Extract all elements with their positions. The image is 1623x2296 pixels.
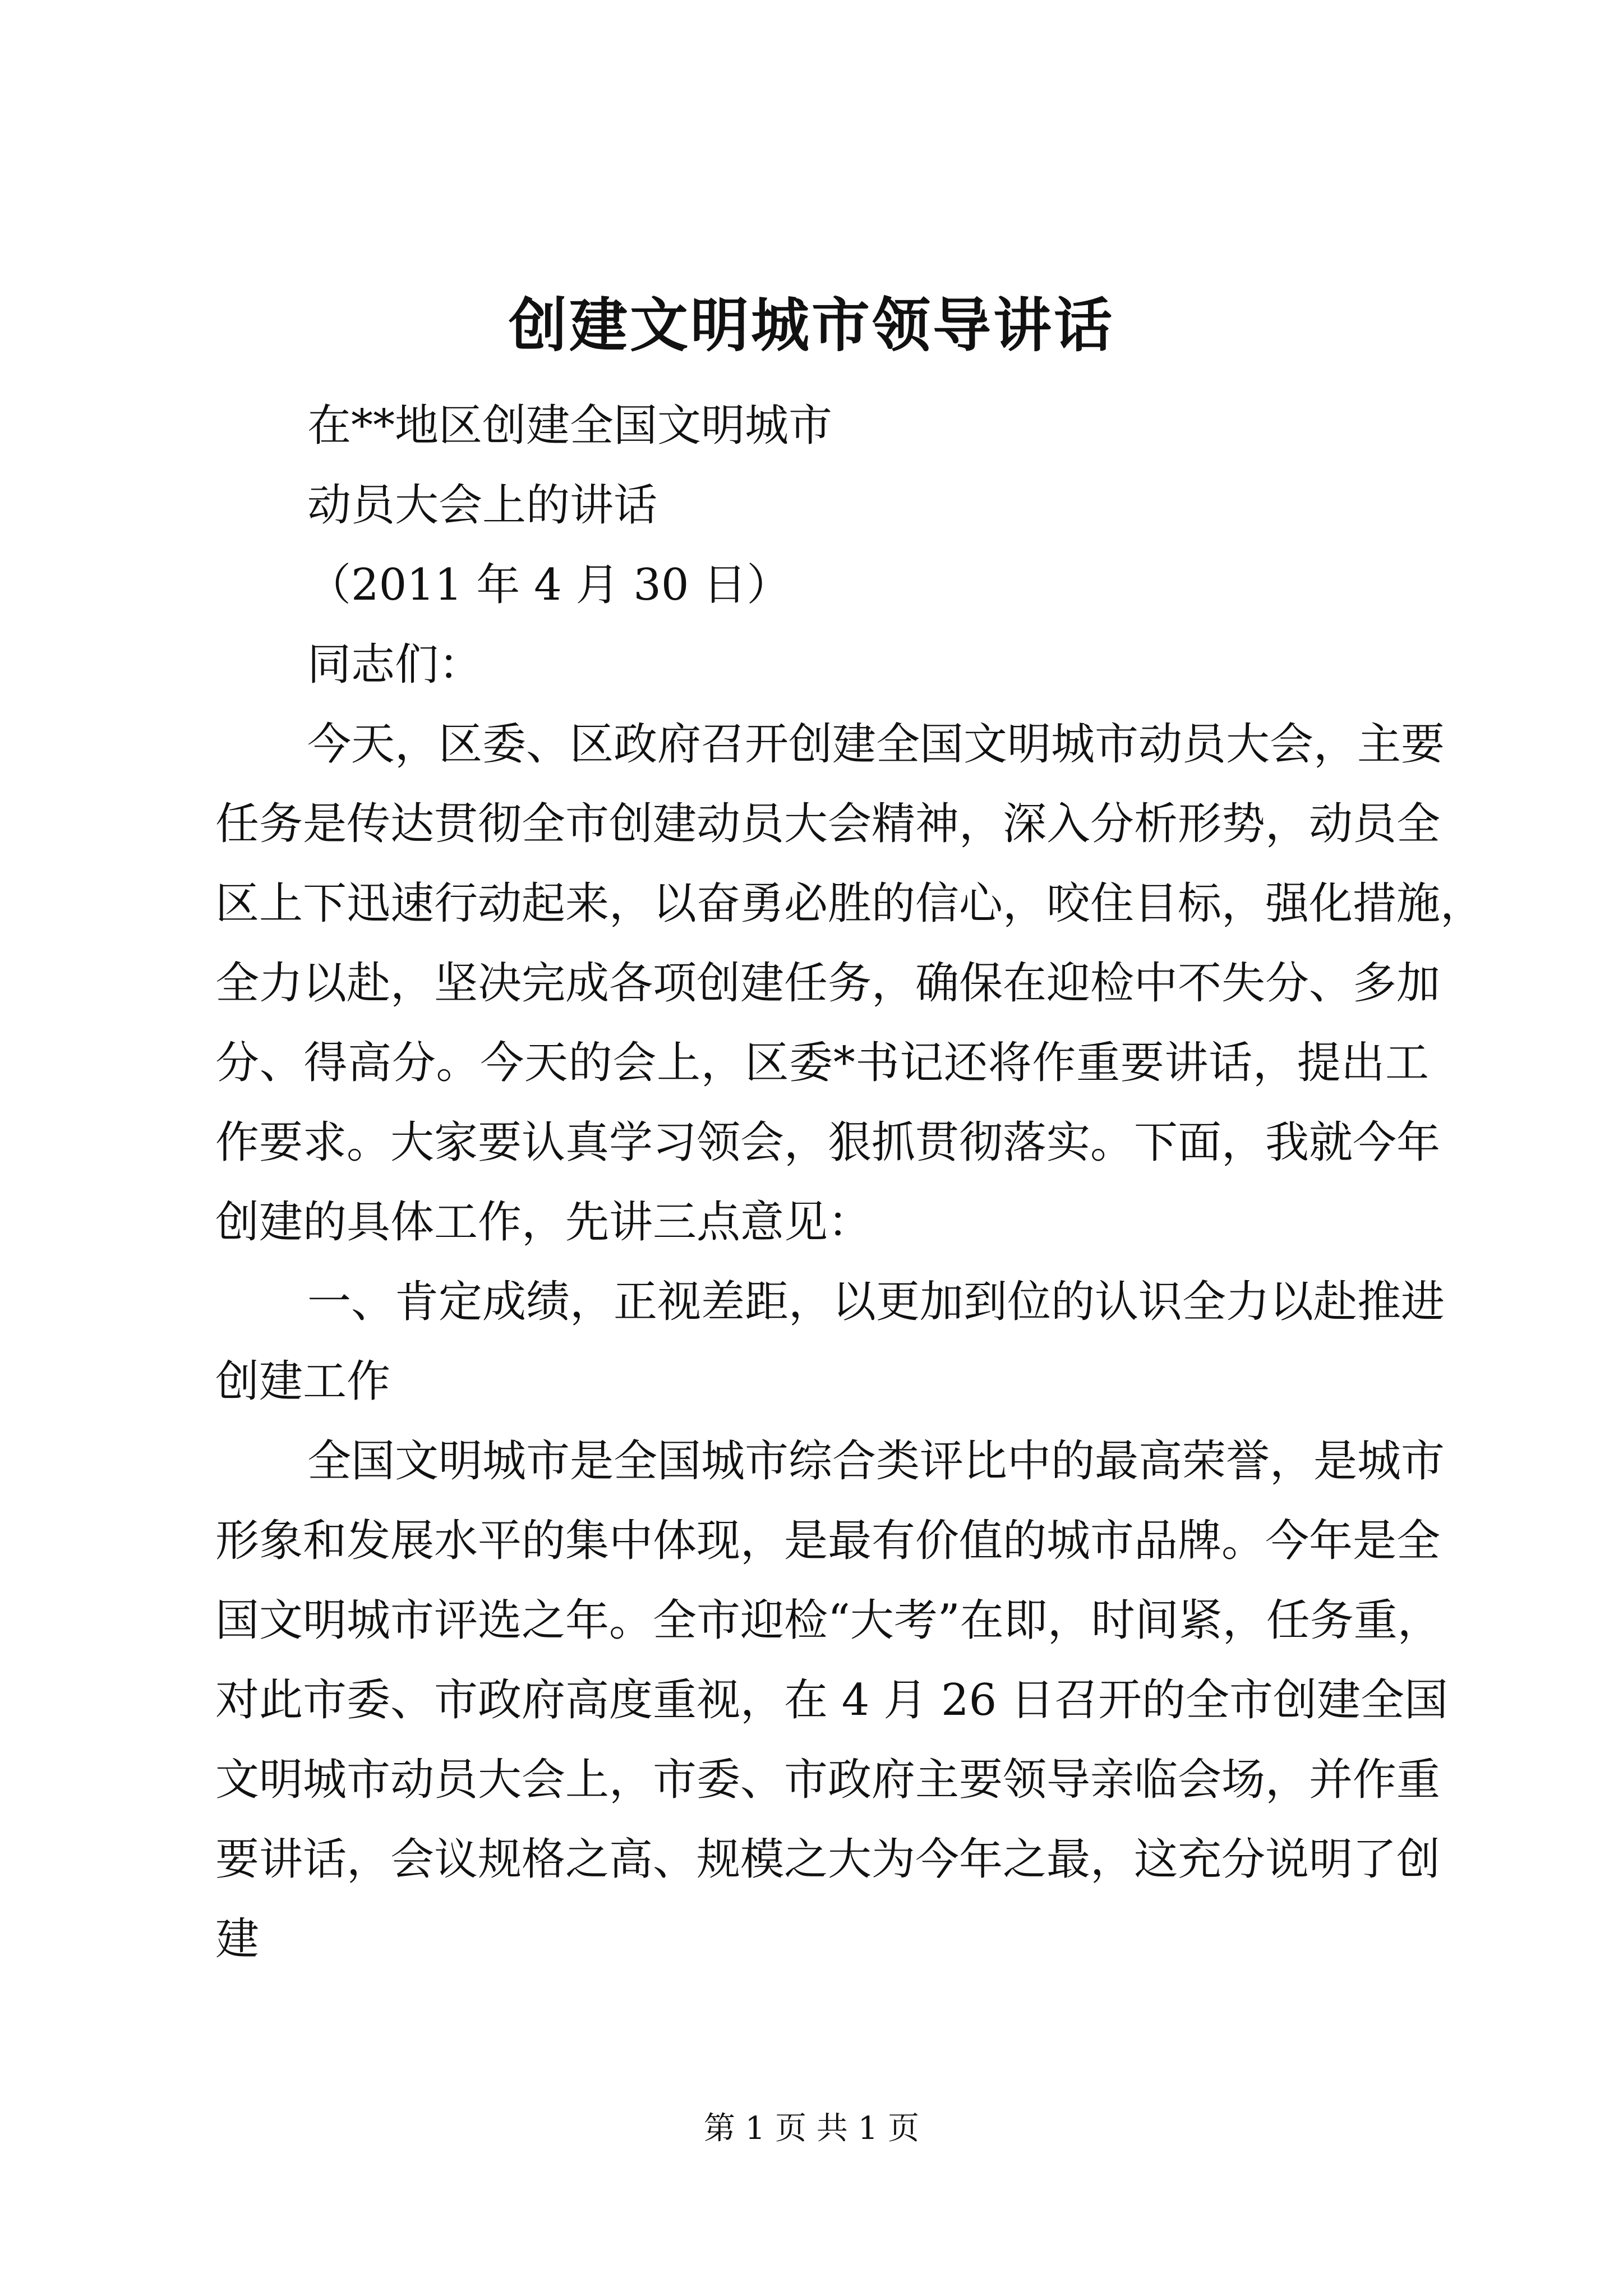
document-title: 创建文明城市领导讲话	[508, 291, 1114, 360]
paragraph-1-line-1: 今天，区委、区政府召开创建全国文明城市动员大会，主要	[307, 719, 1445, 770]
paragraph-1-line-5: 分、得高分。今天的会上，区委*书记还将作重要讲话，提出工	[215, 1038, 1429, 1088]
paragraph-2-line-2: 形象和发展水平的集中体现，是最有价值的城市品牌。今年是全	[215, 1516, 1441, 1566]
paragraph-2-line-4: 对此市委、市政府高度重视，在 4 月 26 日召开的全市创建全国	[215, 1675, 1449, 1726]
paragraph-2-line-7: 建	[215, 1914, 260, 1964]
paragraph-2-line-5: 文明城市动员大会上，市委、市政府主要领导亲临会场，并作重	[215, 1755, 1441, 1805]
paragraph-2-line-3: 国文明城市评选之年。全市迎检“大考”在即，时间紧，任务重，	[215, 1595, 1441, 1646]
salutation: 同志们：	[307, 639, 483, 690]
paragraph-1-line-3: 区上下迅速行动起来，以奋勇必胜的信心，咬住目标，强化措施，	[215, 878, 1484, 929]
paragraph-1-line-2: 任务是传达贯彻全市创建动员大会精神，深入分析形势，动员全	[215, 799, 1441, 849]
paragraph-1-line-6: 作要求。大家要认真学习领会，狠抓贯彻落实。下面，我就今年	[215, 1117, 1441, 1168]
date-line: （2011 年 4 月 30 日）	[307, 560, 791, 610]
section-heading-line-2: 创建工作	[215, 1356, 391, 1407]
subtitle-line-1: 在**地区创建全国文明城市	[307, 401, 833, 451]
page-number-footer: 第 1 页 共 1 页	[703, 2110, 920, 2147]
subtitle-line-2: 动员大会上的讲话	[307, 480, 658, 531]
paragraph-1-line-7: 创建的具体工作，先讲三点意见：	[215, 1197, 872, 1248]
document-body	[215, 386, 1484, 1979]
paragraph-2-line-6: 要讲话，会议规格之高、规模之大为今年之最，这充分说明了创	[215, 1834, 1441, 1885]
section-heading-line-1: 一、肯定成绩，正视差距，以更加到位的认识全力以赴推进	[307, 1277, 1445, 1327]
paragraph-1-line-4: 全力以赴，坚决完成各项创建任务，确保在迎检中不失分、多加	[215, 958, 1441, 1009]
paragraph-2-line-1: 全国文明城市是全国城市综合类评比中的最高荣誉，是城市	[307, 1436, 1445, 1487]
